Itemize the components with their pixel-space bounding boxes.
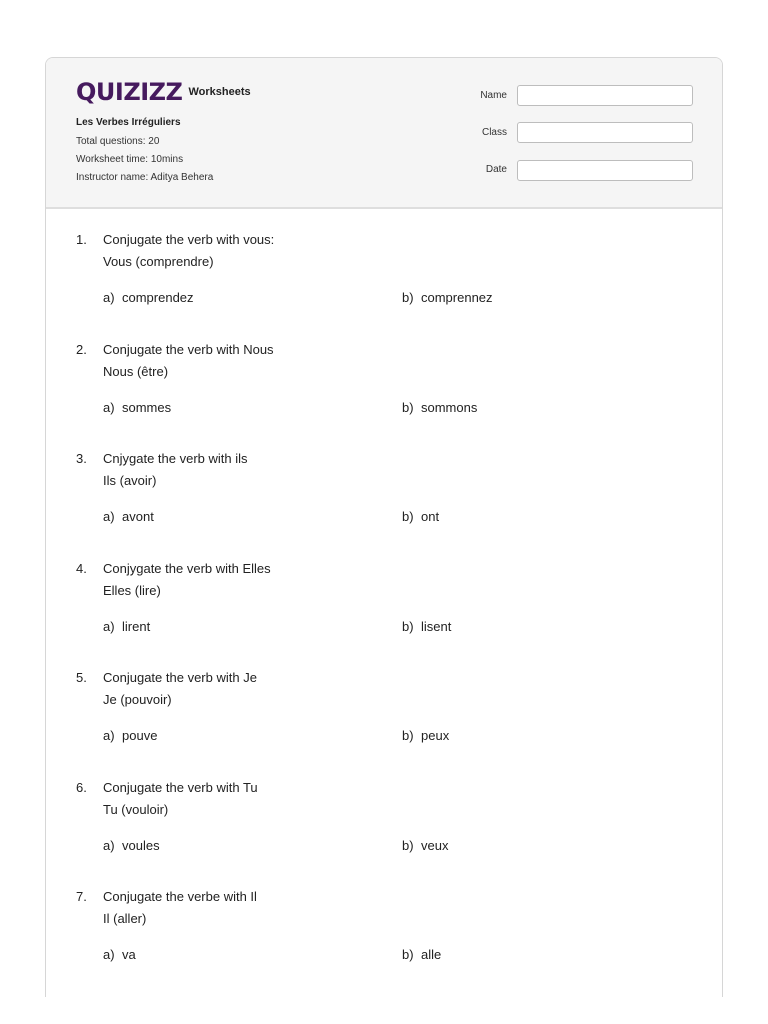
- option-text: voules: [122, 838, 160, 853]
- question-number: 6.: [76, 780, 87, 795]
- question-prompt: Conjugate the verb with Nous: [103, 342, 274, 357]
- question-number: 2.: [76, 342, 87, 357]
- name-label: Name: [480, 90, 507, 101]
- option-text: comprendez: [122, 290, 194, 305]
- question-prompt: Conjugate the verbe with Il: [103, 889, 257, 904]
- class-field[interactable]: [517, 122, 693, 143]
- question-prompt: Conjugate the verb with Je: [103, 670, 257, 685]
- option-b[interactable]: [402, 728, 449, 743]
- worksheet: [45, 57, 723, 997]
- question-subject: Nous (être): [103, 364, 169, 379]
- class-label: Class: [481, 127, 507, 138]
- option-b[interactable]: [402, 619, 451, 634]
- question-subject: Il (aller): [103, 911, 147, 926]
- question-subject: Elles (lire): [103, 583, 161, 598]
- instructor-name: Instructor name: Aditya Behera: [76, 172, 214, 183]
- option-letter: a): [103, 728, 115, 743]
- total-questions: Total questions: 20: [76, 136, 160, 147]
- question-number: 1.: [76, 232, 87, 247]
- option-a[interactable]: [103, 728, 157, 743]
- option-a[interactable]: [103, 290, 194, 305]
- worksheets-label: Worksheets: [188, 86, 251, 98]
- option-letter: a): [103, 947, 115, 962]
- question-subject: Vous (comprendre): [103, 254, 214, 269]
- option-text: peux: [421, 728, 450, 743]
- option-text: veux: [421, 838, 449, 853]
- option-a[interactable]: [103, 509, 154, 524]
- option-letter: b): [402, 728, 414, 743]
- option-letter: a): [103, 509, 115, 524]
- option-letter: a): [103, 400, 115, 415]
- option-text: pouve: [122, 728, 158, 743]
- question-subject: Je (pouvoir): [103, 692, 172, 707]
- option-letter: b): [402, 619, 414, 634]
- question-prompt: Conjugate the verb with vous:: [103, 232, 275, 247]
- question-subject: Ils (avoir): [103, 473, 157, 488]
- question-subject: Tu (vouloir): [103, 802, 169, 817]
- question-number: 4.: [76, 561, 87, 576]
- option-letter: a): [103, 619, 115, 634]
- question-prompt: Conjugate the verb with Tu: [103, 780, 258, 795]
- option-letter: b): [402, 838, 414, 853]
- question-number: 5.: [76, 670, 87, 685]
- question-prompt: Cnjygate the verb with ils: [103, 451, 248, 466]
- option-text: sommons: [421, 400, 478, 415]
- option-text: va: [122, 947, 136, 962]
- option-a[interactable]: [103, 400, 171, 415]
- option-text: avont: [122, 509, 154, 524]
- option-letter: a): [103, 290, 115, 305]
- option-letter: b): [402, 947, 414, 962]
- worksheet-time: Worksheet time: 10mins: [76, 154, 184, 165]
- option-text: ont: [421, 509, 440, 524]
- worksheet-header: [46, 58, 722, 209]
- option-b[interactable]: [402, 509, 439, 524]
- worksheet-title: Les Verbes Irréguliers: [76, 117, 181, 128]
- question-number: 7.: [76, 889, 87, 904]
- option-text: lisent: [421, 619, 452, 634]
- option-b[interactable]: [402, 947, 441, 962]
- quizizz-logo: QUIZIZZ: [76, 78, 183, 106]
- question-number: 3.: [76, 451, 87, 466]
- option-text: lirent: [122, 619, 151, 634]
- option-a[interactable]: [103, 838, 160, 853]
- name-field[interactable]: [517, 85, 693, 106]
- option-text: alle: [421, 947, 442, 962]
- option-text: sommes: [122, 400, 172, 415]
- date-field[interactable]: [517, 160, 693, 181]
- option-b[interactable]: [402, 400, 477, 415]
- date-label: Date: [485, 164, 507, 175]
- question-prompt: Conjygate the verb with Elles: [103, 561, 271, 576]
- option-b[interactable]: [402, 290, 493, 305]
- option-letter: a): [103, 838, 115, 853]
- option-a[interactable]: [103, 619, 150, 634]
- option-text: comprennez: [421, 290, 493, 305]
- option-letter: b): [402, 509, 414, 524]
- option-a[interactable]: [103, 947, 136, 962]
- option-b[interactable]: [402, 838, 448, 853]
- option-letter: b): [402, 290, 414, 305]
- brand: [76, 79, 251, 105]
- option-letter: b): [402, 400, 414, 415]
